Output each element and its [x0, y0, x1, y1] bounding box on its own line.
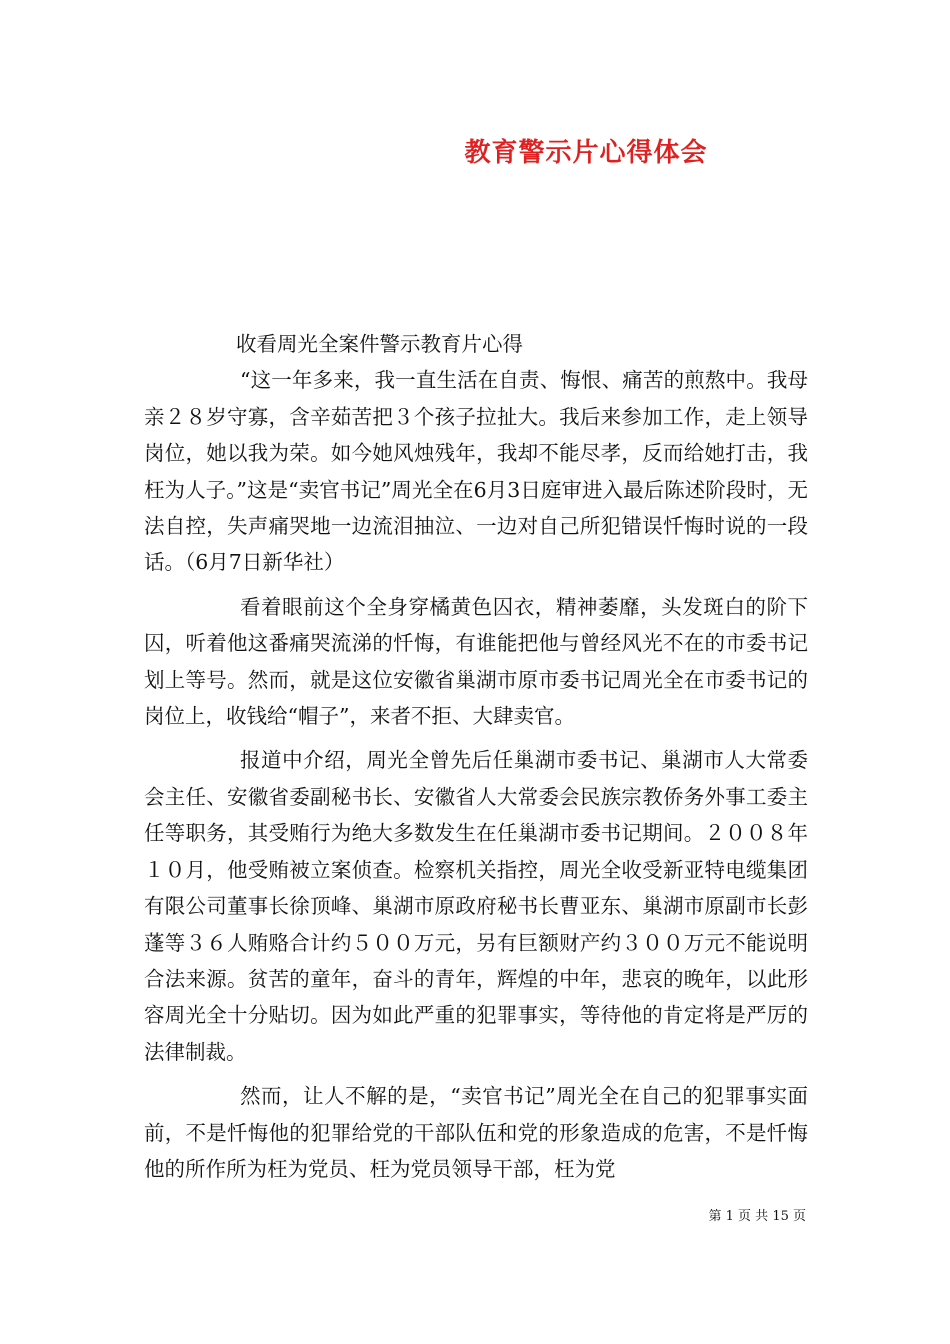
document-body: [144, 326, 808, 1187]
document-subtitle: 收看周光全案件警示教育片心得: [236, 332, 523, 356]
body-paragraph: 然而，让人不解的是，“卖官书记”周光全在自己的犯罪事实面前，不是忏悔他的犯罪给党的干部队伍和党的形象造成的危害，不是忏悔他的所作所为枉为党员、枉为党员领导干部，枉为党: [144, 1084, 808, 1181]
body-paragraph: “这一年多来，我一直生活在自责、悔恨、痛苦的煎熬中。我母亲２８岁守寡，含辛茹苦把３个孩子拉扯大。我后来参加工作，走上领导岗位，她以我为荣。如今她风烛残年，我却不能尽孝，反而给她打击，我枉为人子。”这是“卖官书记”周光全在6月3日庭审进入最后陈述阶段时，无法自控，失声痛哭地一边流泪抽泣、一边对自己所犯错误忏悔时说的一段话。（6月7日新华社）: [144, 368, 808, 575]
body-paragraph: 报道中介绍，周光全曾先后任巢湖市委书记、巢湖市人大常委会主任、安徽省委副秘书长、安徽省人大常委会民族宗教侨务外事工委主任等职务，其受贿行为绝大多数发生在任巢湖市委书记期间。２００８年１０月，他受贿被立案侦查。检察机关指控，周光全收受新亚特电缆集团有限公司董事长徐顶峰、巢湖市原政府秘书长曹亚东、巢湖市原副市长彭蓬等３６人贿赂合计约５００万元，另有巨额财产约３００万元不能说明合法来源。贫苦的童年，奋斗的青年，辉煌的中年，悲哀的晚年，以此形容周光全十分贴切。因为如此严重的犯罪事实，等待他的肯定将是严厉的法律制裁。: [144, 748, 808, 1064]
page-number: 第 1 页 共 15 页: [708, 1209, 806, 1224]
body-paragraph: 看着眼前这个全身穿橘黄色囚衣，精神萎靡，头发斑白的阶下囚，听着他这番痛哭流涕的忏悔，有谁能把他与曾经风光不在的市委书记划上等号。然而，就是这位安徽省巢湖市原市委书记周光全在市委书记的岗位上，收钱给“帽子”，来者不拒、大肆卖官。: [144, 594, 808, 729]
document-title: 教育警示片心得体会: [464, 138, 708, 168]
